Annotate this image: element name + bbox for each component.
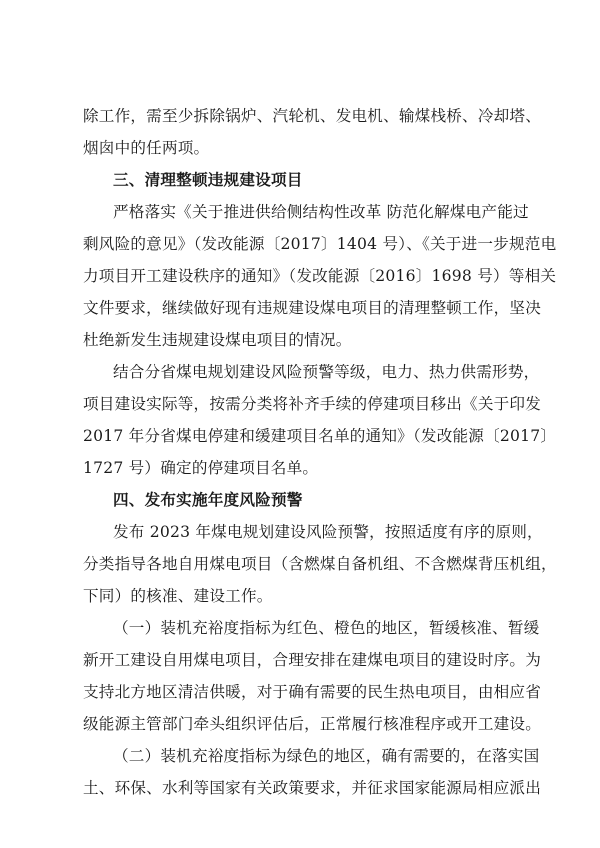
body-text-line: （一）装机充裕度指标为红色、橙色的地区，暂缓核准、暂缓 (113, 619, 540, 637)
body-text-line: 1727 号）确定的停建项目名单。 (83, 459, 319, 477)
body-text-line: 文件要求，继续做好现有违规建设煤电项目的清理整顿工作，坚决 (83, 299, 542, 317)
body-text-line: 级能源主管部门牵头组织评估后，正常履行核准程序或开工建设。 (83, 715, 542, 733)
body-text-line: 土、环保、水利等国家有关政策要求，并征求国家能源局相应派出 (83, 779, 542, 797)
body-text-line: 2017 年分省煤电停建和缓建项目名单的通知》（发改能源〔2017〕 (83, 427, 557, 445)
body-text-line: 杜绝新发生违规建设煤电项目的情况。 (83, 331, 352, 349)
body-text-line: 发布 2023 年煤电规划建设风险预警，按照适度有序的原则， (113, 523, 543, 541)
body-text-line: 除工作，需至少拆除锅炉、汽轮机、发电机、输煤栈桥、冷却塔、 (83, 107, 542, 125)
body-text-line: 分类指导各地自用煤电项目（含燃煤自备机组、不含燃煤背压机组， (83, 555, 557, 573)
body-text-line: 项目建设实际等，按需分类将补齐手续的停建项目移出《关于印发 (83, 395, 542, 413)
body-text-line: 结合分省煤电规划建设风险预警等级，电力、热力供需形势， (113, 363, 540, 381)
section-heading: 三、清理整顿违规建设项目 (113, 171, 303, 189)
body-text-line: 力项目开工建设秩序的通知》（发改能源〔2016〕1698 号）等相关 (83, 267, 557, 285)
section-heading: 四、发布实施年度风险预警 (113, 491, 303, 509)
body-text-line: 剩风险的意见》（发改能源〔2017〕1404 号）、《关于进一步规范电 (83, 235, 557, 253)
body-text-line: 支持北方地区清洁供暖，对于确有需要的民生热电项目，由相应省 (83, 683, 542, 701)
body-text-line: 严格落实《关于推进供给侧结构性改革 防范化解煤电产能过 (113, 203, 529, 221)
body-text-line: （二）装机充裕度指标为绿色的地区，确有需要的，在落实国 (113, 747, 540, 765)
body-text-line: 烟囱中的任两项。 (83, 139, 210, 157)
body-text-line: 新开工建设自用煤电项目，合理安排在建煤电项目的建设时序。为 (83, 651, 542, 669)
body-text-line: 下同）的核准、建设工作。 (83, 587, 273, 605)
